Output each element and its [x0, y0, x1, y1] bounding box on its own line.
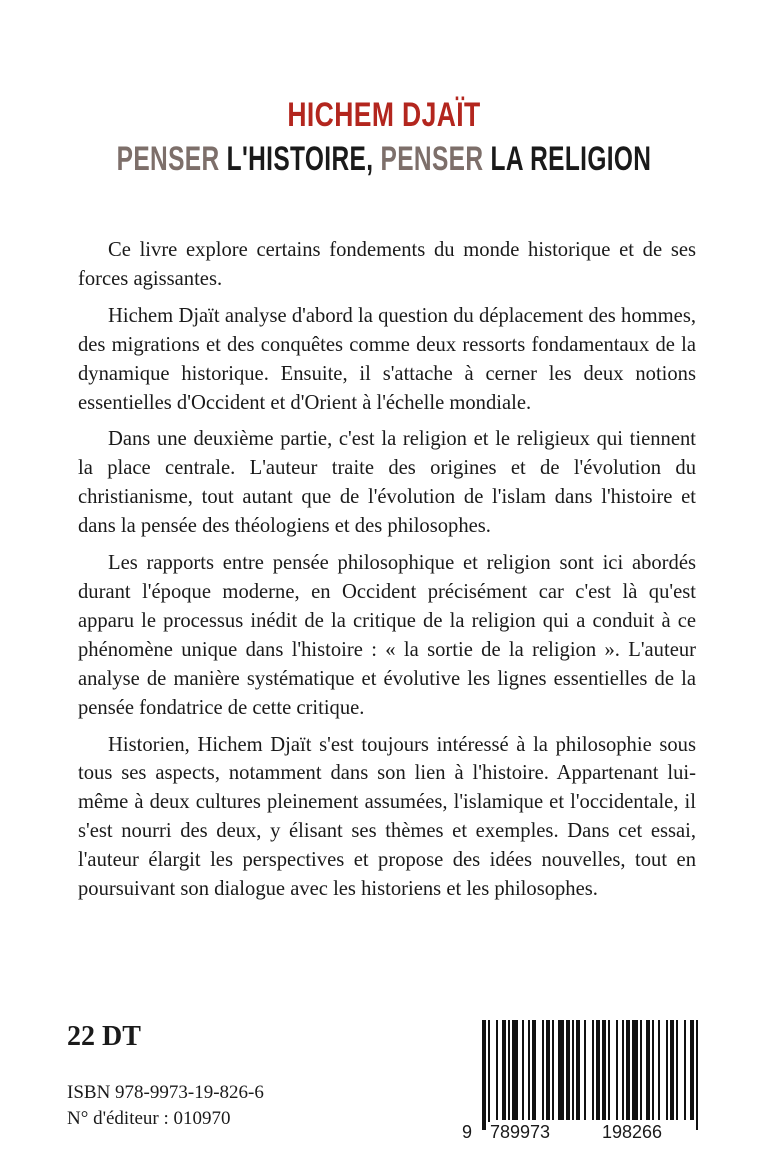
barcode-bar — [576, 1020, 580, 1120]
barcode-bar — [558, 1020, 564, 1120]
barcode-bar — [622, 1020, 624, 1120]
title-part-penser-2: PENSER — [380, 140, 484, 178]
isbn-label: ISBN 978-9973-19-826-6 — [67, 1082, 264, 1103]
book-title — [108, 140, 661, 179]
blurb-paragraph: Ce livre explore certains fondements du monde historique et de ses forces agissantes. — [78, 239, 696, 290]
blurb-text — [78, 236, 696, 912]
barcode-bar — [592, 1020, 594, 1120]
barcode-digits — [460, 1122, 710, 1144]
barcode-bar — [608, 1020, 610, 1120]
barcode-bar — [496, 1020, 498, 1120]
barcode-bar — [508, 1020, 510, 1120]
title-part-histoire: L'HISTOIRE, — [219, 140, 381, 178]
price-label: 22 DT — [67, 1021, 141, 1052]
blurb-paragraph: Historien, Hichem Djaït s'est toujours intéressé à la philosophie sous tous ses aspects, notamment dans son lien à l'histoire. Appartenant lui-même à deux cultures pleinement assumées, l'islamique et l'occidentale, il s'est nourri des deux, y élisant ses thèmes et exemples. Dans cet essai, l'auteur élargit les perspectives et propose des idées nouvelles, tout en poursuivant son dialogue avec les historiens et les philosophes. — [78, 733, 696, 901]
barcode-bar — [482, 1020, 486, 1130]
barcode-bar — [596, 1020, 600, 1120]
barcode-bar — [690, 1020, 694, 1120]
barcode-bar — [566, 1020, 570, 1120]
barcode-digits-right: 198266 — [602, 1122, 663, 1142]
barcode-bar — [572, 1020, 574, 1120]
barcode-bar — [626, 1020, 630, 1120]
barcode-bar — [512, 1020, 518, 1120]
barcode-bar — [696, 1020, 698, 1130]
barcode-bar — [542, 1020, 544, 1120]
author-name: HICHEM DJAÏT — [287, 96, 481, 134]
barcode-bar — [602, 1020, 606, 1120]
barcode-bar — [632, 1020, 638, 1120]
barcode-bar — [522, 1020, 524, 1120]
barcode-bar — [640, 1020, 642, 1120]
barcode-bar — [584, 1020, 586, 1120]
barcode-bar — [670, 1020, 674, 1120]
title-part-religion: LA RELIGION — [483, 140, 652, 178]
barcode-bar — [502, 1020, 506, 1120]
barcode-digit-first: 9 — [462, 1122, 473, 1142]
barcode-bar — [616, 1020, 618, 1120]
barcode-bars — [460, 1020, 710, 1130]
blurb-paragraph: Dans une deuxième partie, c'est la religion et le religieux qui tiennent la place centrale. L'auteur traite des origines et de l'évolution du christianisme, tout autant que de l'évolution de l'islam dans l'histoire et dans la pensée des théologiens et des philosophes. — [78, 428, 696, 538]
barcode-digits-left: 789973 — [490, 1122, 551, 1142]
barcode — [460, 1020, 710, 1145]
title-part-penser-1: PENSER — [116, 140, 220, 178]
barcode-bar — [532, 1020, 536, 1120]
barcode-bar — [488, 1020, 490, 1130]
publisher-number-label: N° d'éditeur : 010970 — [67, 1108, 231, 1129]
barcode-bar — [684, 1020, 686, 1120]
barcode-bar — [528, 1020, 530, 1120]
barcode-bar — [666, 1020, 668, 1120]
barcode-bar — [652, 1020, 654, 1120]
barcode-bar — [546, 1020, 550, 1120]
barcode-bar — [646, 1020, 650, 1120]
barcode-bar — [552, 1020, 554, 1120]
blurb-paragraph: Les rapports entre pensée philosophique et religion sont ici abordés durant l'époque moderne, en Occident précisément car c'est là qu'est apparu le processus inédit de la critique de la religion qui a conduit à ce phénomène unique dans l'histoire : « la sortie de la religion ». L'auteur analyse de manière systématique et évolutive les lignes essentielles de la pensée fondatrice de cette critique. — [78, 552, 696, 719]
barcode-bar — [658, 1020, 660, 1120]
blurb-paragraph: Hichem Djaït analyse d'abord la question du déplacement des hommes, des migrations et des conquêtes comme deux ressorts fondamentaux de la dynamique historique. Ensuite, il s'attache à cerner les deux notions essentielles d'Occident et d'Orient à l'échelle mondiale. — [78, 304, 696, 414]
barcode-bar — [676, 1020, 678, 1120]
